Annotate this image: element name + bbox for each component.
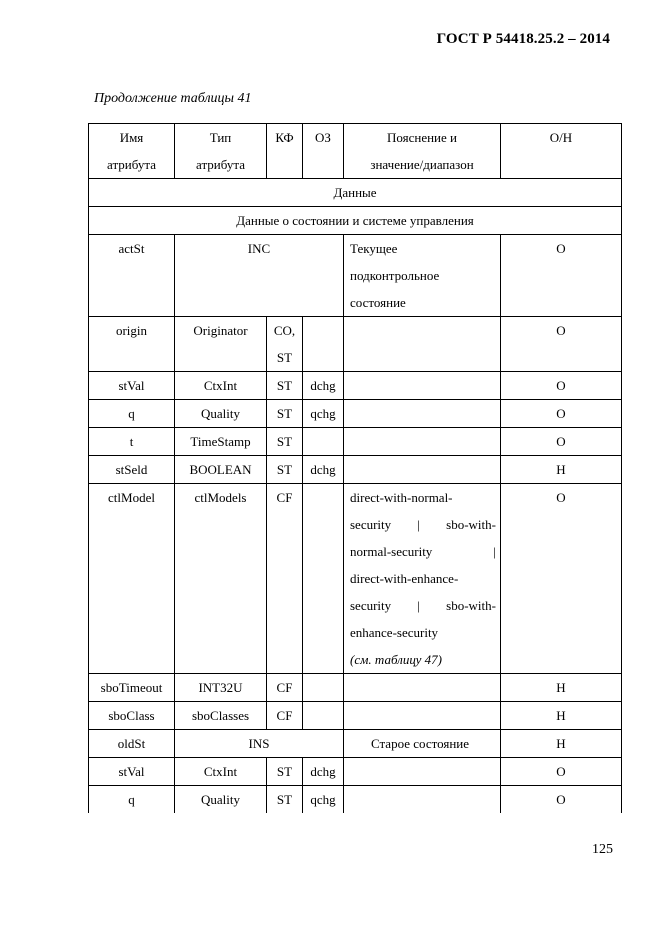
cell-type: INT32U (175, 674, 267, 702)
cell-kf: ST (267, 428, 303, 456)
table-row (89, 428, 622, 456)
cell-kf: ST (267, 372, 303, 400)
cell-name: sboTimeout (89, 674, 175, 702)
table-row (89, 456, 622, 484)
cell-on: Н (501, 456, 622, 484)
cell-name: stVal (89, 758, 175, 786)
section-data-label: Данные (89, 179, 622, 207)
cell-type: ctlModels (175, 484, 267, 674)
cell-name: sboClass (89, 702, 175, 730)
cell-on: О (501, 372, 622, 400)
cell-type: INC (175, 235, 344, 317)
cell-explanation (344, 372, 501, 400)
cell-on: Н (501, 702, 622, 730)
cell-explanation: direct-with-normal- security | sbo-with- normal-security | direct-with-enhance- security | sbo-with- enhance-security (см. таблицу 47) (344, 484, 501, 674)
cell-on: О (501, 484, 622, 674)
table-row (89, 372, 622, 400)
cell-type: Quality (175, 786, 267, 814)
cell-kf: ST (267, 456, 303, 484)
header-type: Тип атрибута (175, 124, 267, 179)
cell-type: BOOLEAN (175, 456, 267, 484)
cell-oz: qchg (303, 786, 344, 814)
cell-kf: ST (267, 758, 303, 786)
table-row (89, 400, 622, 428)
table-row (89, 235, 622, 317)
cell-oz (303, 484, 344, 674)
cell-name: origin (89, 317, 175, 372)
cell-name: stSeld (89, 456, 175, 484)
cell-on: О (501, 786, 622, 814)
cell-name: q (89, 400, 175, 428)
cell-type: CtxInt (175, 372, 267, 400)
cell-oz: dchg (303, 372, 344, 400)
cell-type: INS (175, 730, 344, 758)
cell-on: Н (501, 730, 622, 758)
table-row (89, 674, 622, 702)
cell-explanation (344, 428, 501, 456)
header-on: О/Н (501, 124, 622, 179)
cell-oz (303, 317, 344, 372)
cell-oz: qchg (303, 400, 344, 428)
page-number: 125 (592, 842, 613, 857)
cell-explanation (344, 786, 501, 814)
attribute-table (88, 123, 622, 813)
cell-explanation (344, 456, 501, 484)
header-kf: КФ (267, 124, 303, 179)
section-row-status (89, 207, 622, 235)
table-row (89, 786, 622, 814)
cell-oz: dchg (303, 758, 344, 786)
cell-type: CtxInt (175, 758, 267, 786)
table-row (89, 758, 622, 786)
cell-oz (303, 428, 344, 456)
cell-type: Quality (175, 400, 267, 428)
cell-explanation: Старое состояние (344, 730, 501, 758)
cell-on: О (501, 235, 622, 317)
cell-type: TimeStamp (175, 428, 267, 456)
table-caption: Продолжение таблицы 41 (94, 91, 252, 106)
cell-kf: CF (267, 674, 303, 702)
cell-oz (303, 674, 344, 702)
cell-oz: dchg (303, 456, 344, 484)
cell-name: q (89, 786, 175, 814)
header-oz: ОЗ (303, 124, 344, 179)
cell-explanation: Текущее подконтрольное состояние (344, 235, 501, 317)
section-row-data (89, 179, 622, 207)
cell-explanation (344, 674, 501, 702)
cell-on: О (501, 428, 622, 456)
cell-kf: ST (267, 786, 303, 814)
cell-kf: CF (267, 484, 303, 674)
cell-explanation (344, 400, 501, 428)
cell-name: stVal (89, 372, 175, 400)
section-status-label: Данные о состоянии и системе управления (89, 207, 622, 235)
cell-name: ctlModel (89, 484, 175, 674)
cell-kf: ST (267, 400, 303, 428)
cell-explanation (344, 702, 501, 730)
cell-kf: CF (267, 702, 303, 730)
cell-type: sboClasses (175, 702, 267, 730)
table-header-row (89, 124, 622, 179)
cell-on: О (501, 317, 622, 372)
cell-kf: CO, ST (267, 317, 303, 372)
cell-on: Н (501, 674, 622, 702)
document-header: ГОСТ Р 54418.25.2 – 2014 (436, 31, 610, 47)
table-row (89, 484, 622, 674)
cell-on: О (501, 758, 622, 786)
cell-oz (303, 702, 344, 730)
cell-explanation (344, 758, 501, 786)
cell-name: oldSt (89, 730, 175, 758)
cell-explanation (344, 317, 501, 372)
table-reference-note: (см. таблицу 47) (350, 652, 443, 667)
cell-name: t (89, 428, 175, 456)
header-explanation: Пояснение и значение/диапазон (344, 124, 501, 179)
cell-type: Originator (175, 317, 267, 372)
header-name: Имя атрибута (89, 124, 175, 179)
table-row (89, 702, 622, 730)
cell-name: actSt (89, 235, 175, 317)
table-row (89, 730, 622, 758)
table-row (89, 317, 622, 372)
cell-on: О (501, 400, 622, 428)
